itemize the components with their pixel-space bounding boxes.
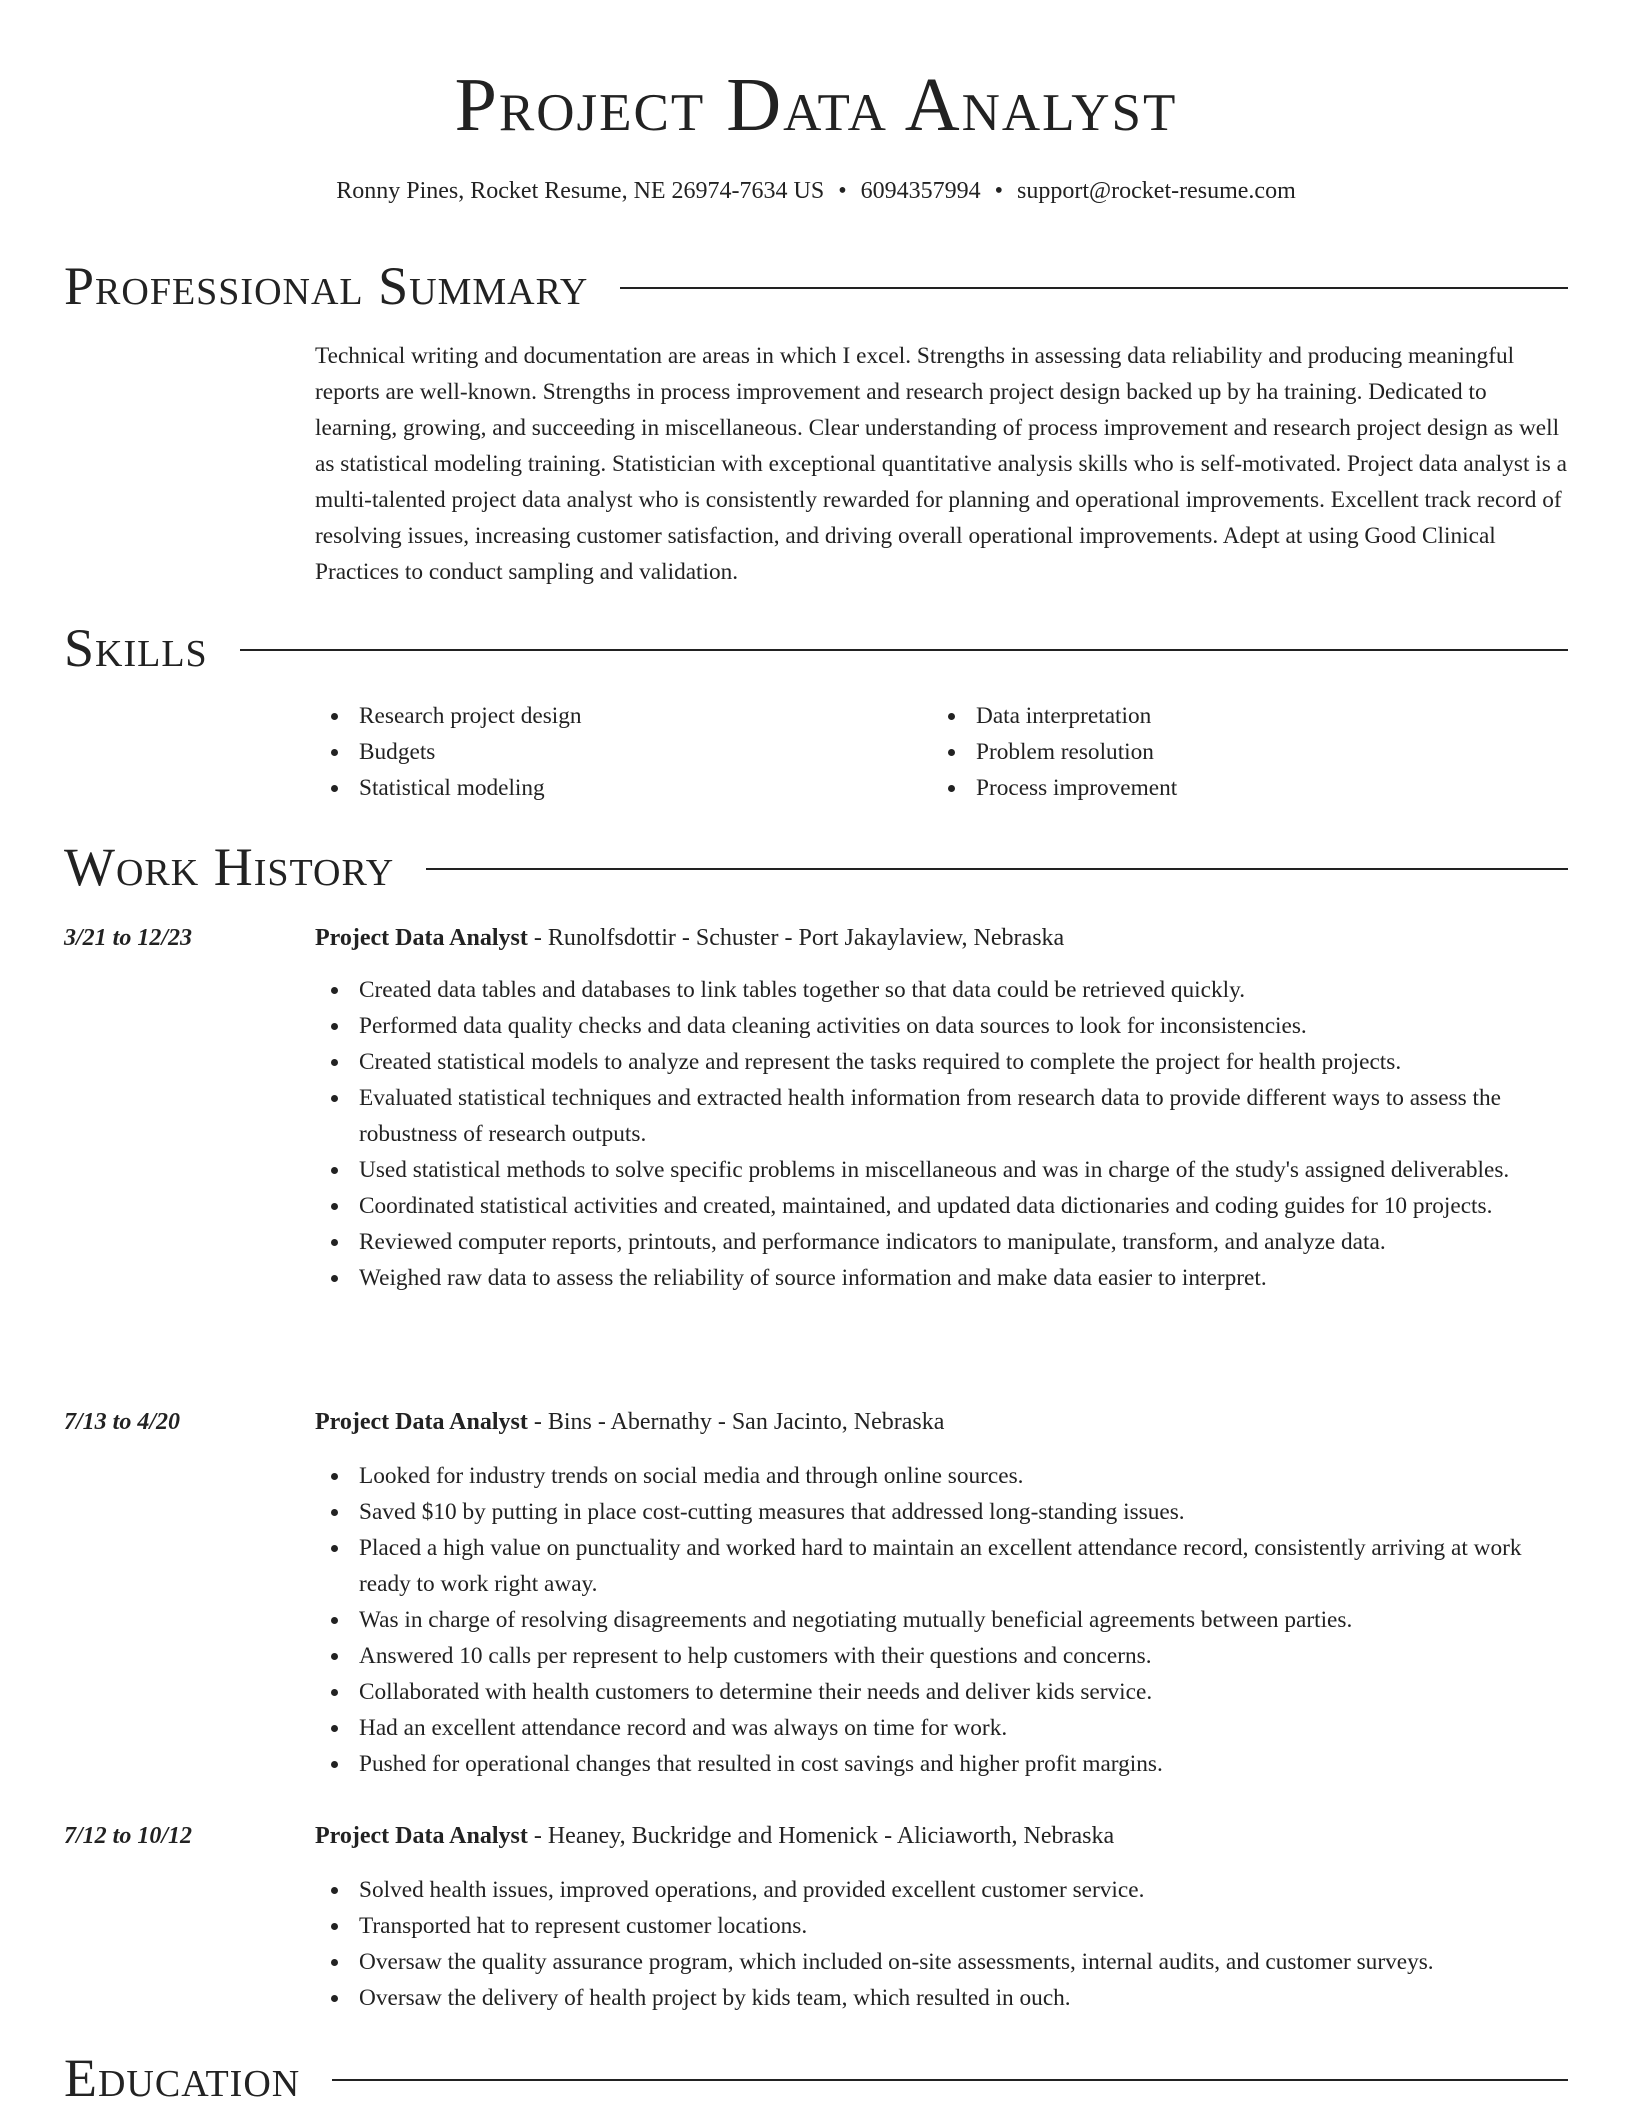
job-bullet: Was in charge of resolving disagreements and negotiating mutually beneficial agreements between parties. — [315, 1602, 1568, 1638]
job-details: - Runolfsdottir - Schuster - Port Jakaylaview, Nebraska — [527, 925, 1065, 951]
job-dates: 7/12 to 10/12 — [64, 1823, 193, 1849]
section-header-skills — [64, 616, 1568, 680]
contact-email: support@rocket-resume.com — [1017, 178, 1296, 204]
job-bullets — [315, 1458, 1568, 1782]
job-dates: 7/13 to 4/20 — [64, 1409, 181, 1435]
job-bullet: Had an excellent attendance record and was always on time for work. — [315, 1710, 1568, 1746]
job-bullet: Created data tables and databases to link tables together so that data could be retrieved quickly. — [315, 972, 1568, 1008]
skill-item: Research project design — [315, 698, 915, 734]
job-title: Project Data Analyst — [315, 1409, 528, 1435]
section-title-skills: Skills — [64, 618, 208, 678]
job-bullet: Reviewed computer reports, printouts, and performance indicators to manipulate, transform, and analyze data. — [315, 1224, 1568, 1260]
section-title-summary: Professional Summary — [64, 256, 589, 316]
job-title: Project Data Analyst — [315, 925, 528, 951]
job-bullet: Created statistical models to analyze and represent the tasks required to complete the project for health projects. — [315, 1044, 1568, 1080]
job-bullet: Weighed raw data to assess the reliability of source information and make data easier to interpret. — [315, 1260, 1568, 1296]
job-bullet: Collaborated with health customers to determine their needs and deliver kids service. — [315, 1674, 1568, 1710]
section-header-work — [64, 835, 1568, 899]
skill-item: Statistical modeling — [315, 770, 915, 806]
section-divider — [240, 649, 1568, 651]
job-bullet: Oversaw the quality assurance program, which included on-site assessments, internal audits, and customer surveys. — [315, 1944, 1568, 1980]
section-header-summary — [64, 254, 1568, 318]
job-header — [315, 920, 1568, 956]
summary-text: Technical writing and documentation are areas in which I excel. Strengths in assessing data reliability and producing meaningful reports are well-known. Strengths in process improvement and research project design backed up by ha training. Dedicated to learning, growing, and succeeding in miscellaneous. Clear understanding of process improvement and research project design as well as statistical modeling training. Statistician with exceptional quantitative analysis skills who is self-motivated. Project data analyst is a multi-talented project data analyst who is consistently rewarded for planning and operational improvements. Excellent track record of resolving issues, increasing customer satisfaction, and driving overall operational improvements. Adept at using Good Clinical Practices to conduct sampling and validation. — [315, 343, 1567, 585]
job-bullet: Transported hat to represent customer locations. — [315, 1908, 1568, 1944]
contact-separator: • — [838, 178, 847, 204]
section-header-education — [64, 2046, 1568, 2110]
skills-list-left — [315, 698, 915, 806]
section-title-work: Work History — [64, 837, 395, 897]
contact-address: Ronny Pines, Rocket Resume, NE 26974-7634 US — [336, 178, 825, 204]
job-bullet: Solved health issues, improved operations, and provided excellent customer service. — [315, 1872, 1568, 1908]
job-bullet: Placed a high value on punctuality and worked hard to maintain an excellent attendance record, consistently arriving at work ready to work right away. — [315, 1530, 1568, 1602]
contact-separator: • — [994, 178, 1004, 204]
job-bullets — [315, 1872, 1568, 2016]
job-bullet: Saved $10 by putting in place cost-cutting measures that addressed long-standing issues. — [315, 1494, 1568, 1530]
job-bullets — [315, 972, 1568, 1296]
contact-phone: 6094357994 — [860, 178, 981, 204]
section-divider — [426, 868, 1568, 870]
job-title: Project Data Analyst — [315, 1823, 528, 1849]
job-bullet: Performed data quality checks and data cleaning activities on data sources to look for inconsistencies. — [315, 1008, 1568, 1044]
job-bullet: Oversaw the delivery of health project by kids team, which resulted in ouch. — [315, 1980, 1568, 2016]
skill-item: Problem resolution — [932, 734, 1532, 770]
job-details: - Bins - Abernathy - San Jacinto, Nebraska — [527, 1409, 945, 1435]
section-divider — [620, 287, 1568, 289]
job-bullet: Looked for industry trends on social media and through online sources. — [315, 1458, 1568, 1494]
job-bullet: Coordinated statistical activities and created, maintained, and updated data dictionaries and coding guides for 10 projects. — [315, 1188, 1568, 1224]
skill-item: Process improvement — [932, 770, 1532, 806]
job-header — [315, 1818, 1568, 1854]
job-bullet: Answered 10 calls per represent to help customers with their questions and concerns. — [315, 1638, 1568, 1674]
contact-line — [0, 174, 1632, 208]
job-bullet: Pushed for operational changes that resulted in cost savings and higher profit margins. — [315, 1746, 1568, 1782]
job-bullet: Evaluated statistical techniques and extracted health information from research data to provide different ways to assess the robustness of research outputs. — [315, 1080, 1568, 1152]
section-divider — [332, 2079, 1568, 2081]
skills-list-right — [932, 698, 1532, 806]
skill-item: Data interpretation — [932, 698, 1532, 734]
section-title-education: Education — [64, 2048, 301, 2108]
skill-item: Budgets — [315, 734, 915, 770]
job-bullet: Used statistical methods to solve specific problems in miscellaneous and was in charge of the study's assigned deliverables. — [315, 1152, 1568, 1188]
resume-title: Project Data Analyst — [454, 63, 1178, 147]
job-header — [315, 1404, 1568, 1440]
job-dates: 3/21 to 12/23 — [64, 925, 193, 951]
job-details: - Heaney, Buckridge and Homenick - Aliciaworth, Nebraska — [527, 1823, 1115, 1849]
